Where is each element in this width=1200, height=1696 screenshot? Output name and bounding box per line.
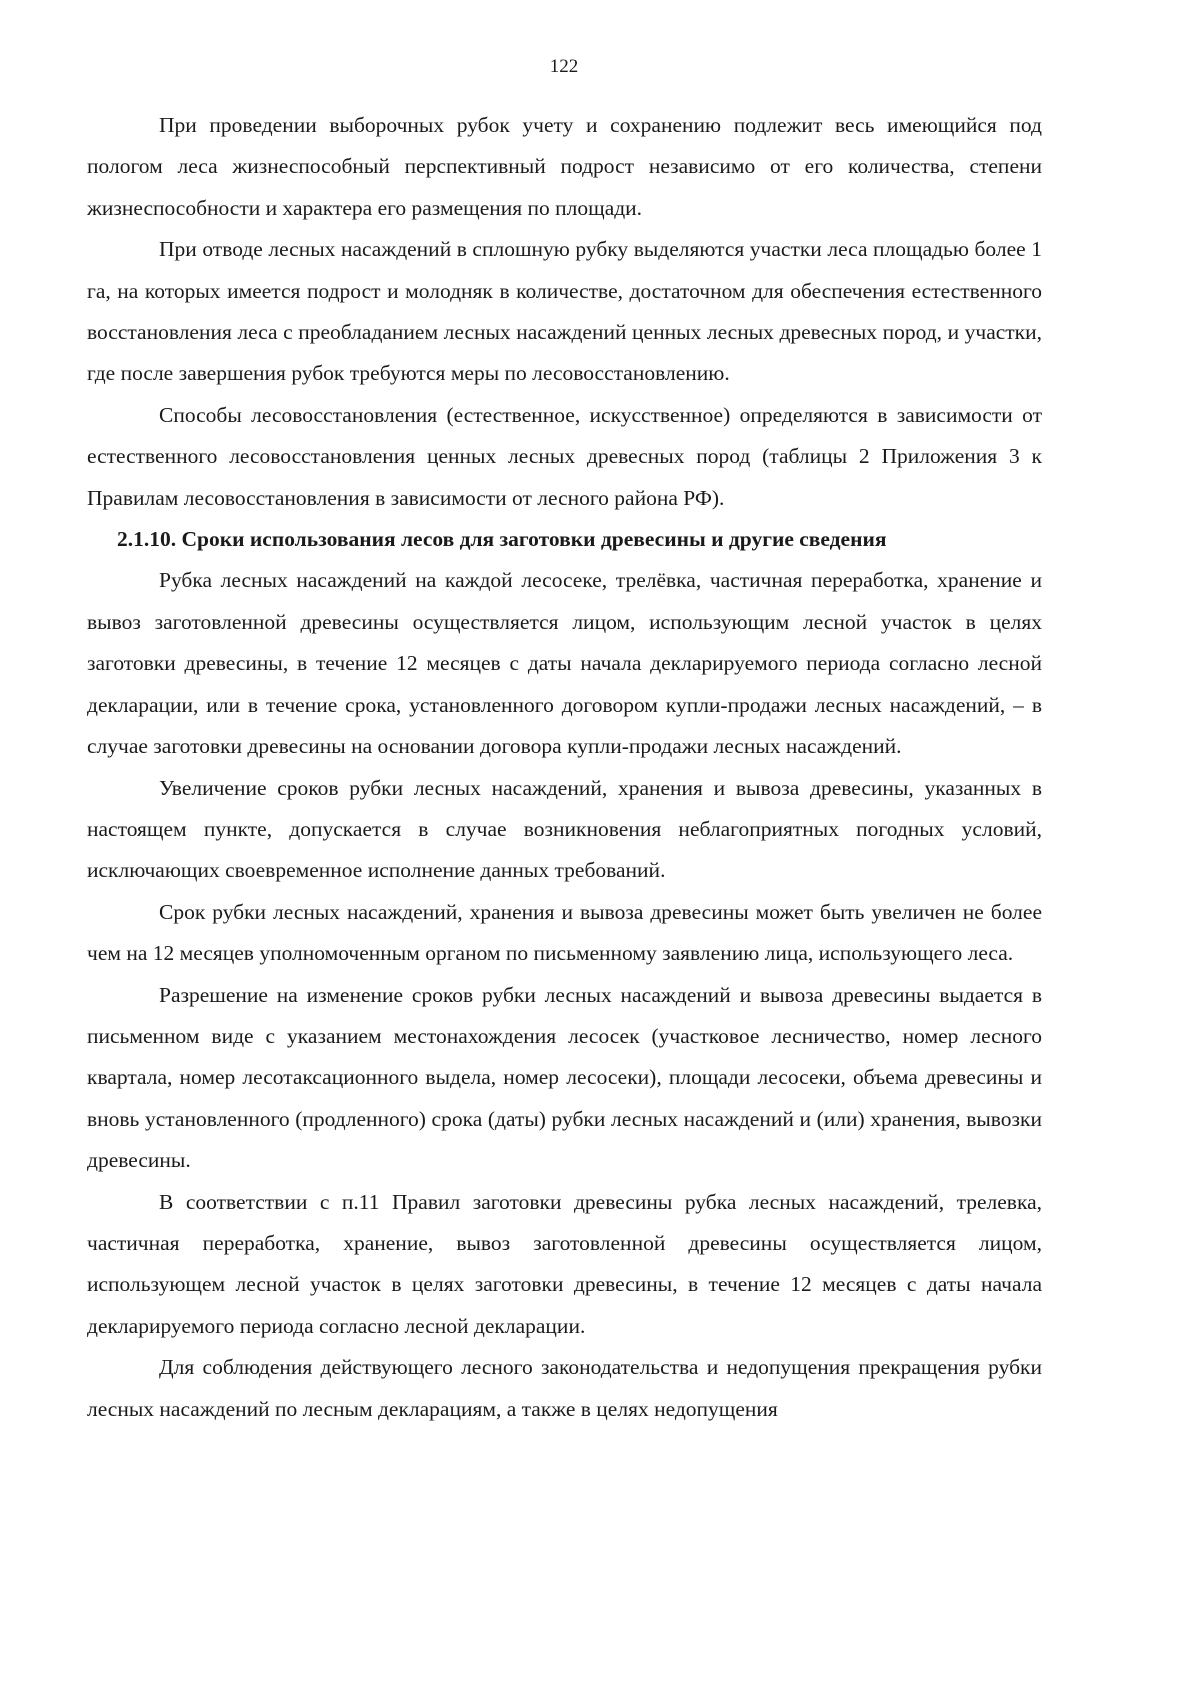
paragraph: При проведении выборочных рубок учету и сохранению подлежит весь имеющийся под пологом леса жизнеспособный перспективный подрост независимо от его количества, степени жизнеспособности и характера его размещения по площади. bbox=[87, 113, 1042, 220]
paragraph: Способы лесовосстановления (естественное, искусственное) определяются в зависимости от естественного лесовосстановления ценных лесных древесных пород (таблицы 2 Приложения 3 к Правилам лесовосстановления в зависимости от лесного района РФ). bbox=[87, 402, 1042, 510]
paragraph: Увеличение сроков рубки лесных насаждений, хранения и вывоза древесины, указанных в настоящем пункте, допускается в случае возникновения неблагоприятных погодных условий, исключающих своевременное исполнение данных требований. bbox=[87, 775, 1042, 883]
section-heading: 2.1.10. Сроки использования лесов для заготовки древесины и другие сведения bbox=[117, 527, 887, 552]
paragraph: При отводе лесных насаждений в сплошную рубку выделяются участки леса площадью более 1 га, на которых имеется подрост и молодняк в количестве, достаточном для обеспечения естественного восстановления леса с преобладанием лесных насаждений ценных лесных древесных пород, и участки, где после завершения рубок требуются меры по лесовосстановлению. bbox=[87, 237, 1042, 386]
paragraph: Срок рубки лесных насаждений, хранения и вывоза древесины может быть увеличен не более чем на 12 месяцев уполномоченным органом по письменному заявлению лица, использующего леса. bbox=[87, 899, 1042, 966]
paragraph: Рубка лесных насаждений на каждой лесосеке, трелёвка, частичная переработка, хранение и вывоз заготовленной древесины осуществляется лицом, использующим лесной участок в целях заготовки древесины, в течение 12 месяцев с даты начала декларируемого периода согласно лесной декларации, или в течение срока, установленного договором купли-продажи лесных насаждений, – в случае заготовки древесины на основании договора купли-продажи лесных насаждений. bbox=[87, 568, 1042, 759]
paragraph: Разрешение на изменение сроков рубки лесных насаждений и вывоза древесины выдается в письменном виде с указанием местонахождения лесосек (участковое лесничество, номер лесного квартала, номер лесотаксационного выдела, номер лесосеки), площади лесосеки, объема древесины и вновь установленного (продленного) срока (даты) рубки лесных насаждений и (или) хранения, вывозки древесины. bbox=[87, 982, 1042, 1173]
page-number: 122 bbox=[549, 56, 579, 77]
page-body bbox=[87, 105, 1042, 1430]
paragraph: Для соблюдения действующего лесного законодательства и недопущения прекращения рубки лесных насаждений по лесным декларациям, а также в целях недопущения bbox=[87, 1355, 1042, 1421]
paragraph: В соответствии с п.11 Правил заготовки древесины рубка лесных насаждений, трелевка, частичная переработка, хранение, вывоз заготовленной древесины осуществляется лицом, использующем лесной участок в целях заготовки древесины, в течение 12 месяцев с даты начала декларируемого периода согласно лесной декларации. bbox=[87, 1189, 1042, 1338]
